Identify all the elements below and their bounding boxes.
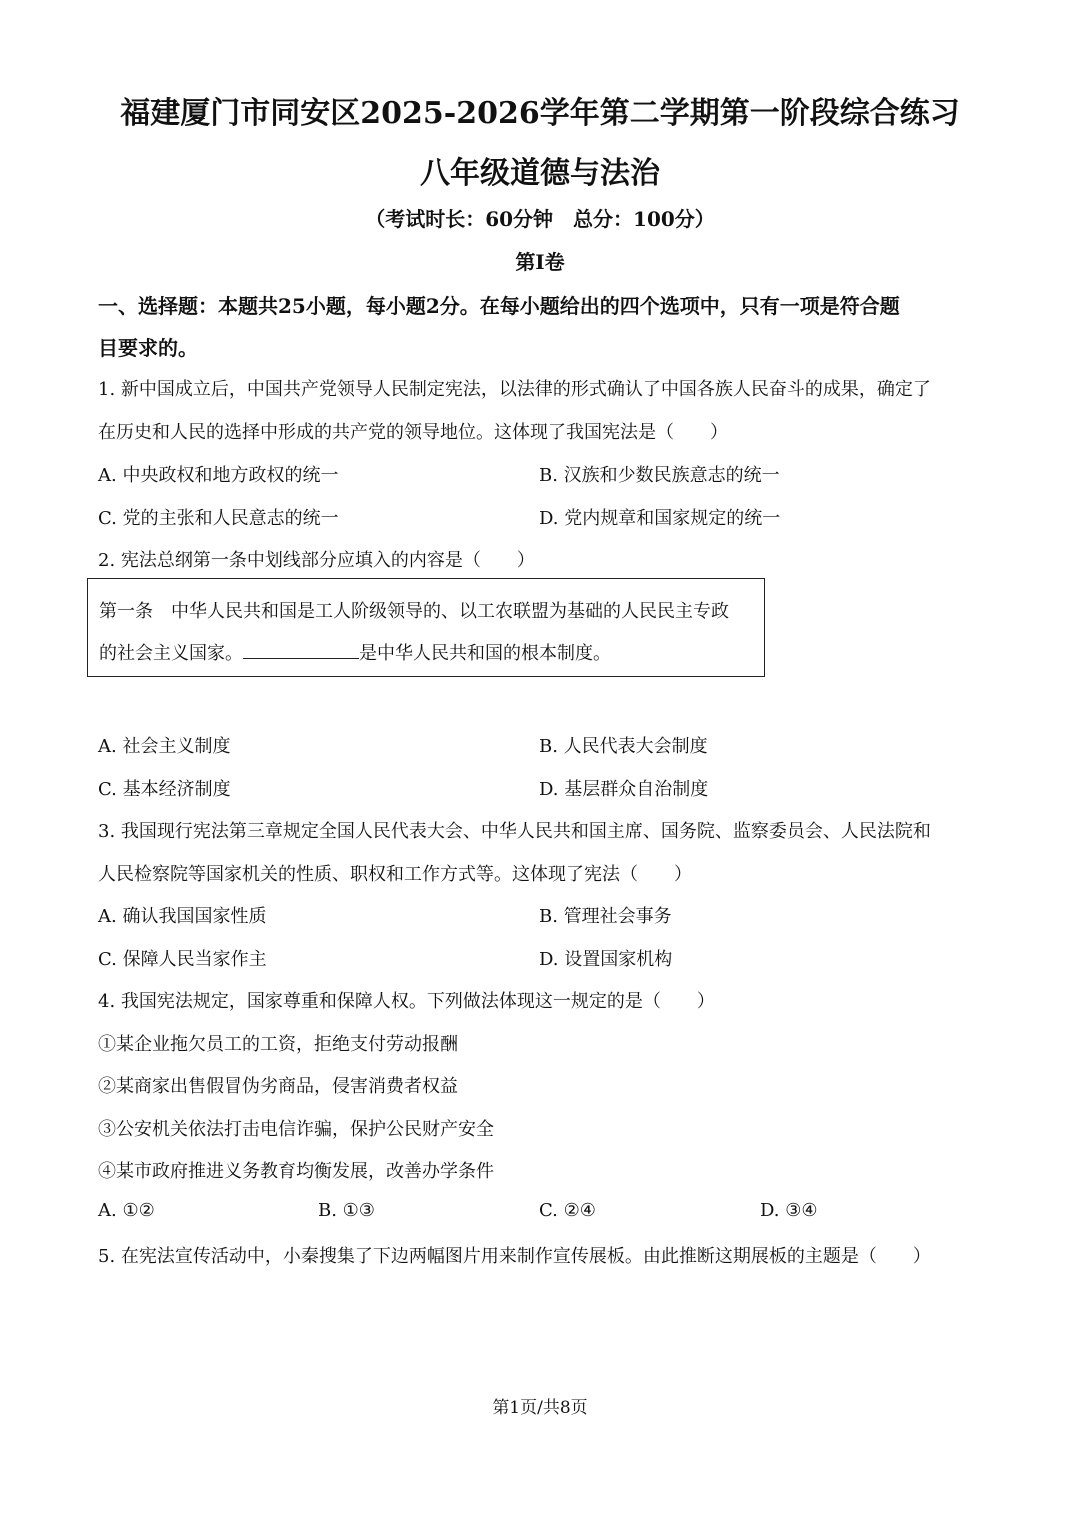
q1-option-c: C. 党的主张和人民意志的统一 <box>98 508 339 529</box>
q4-option-c: C. ②④ <box>539 1200 596 1221</box>
q4-item-2: ②某商家出售假冒伪劣商品，侵害消费者权益 <box>98 1076 458 1097</box>
constitution-excerpt-box <box>87 578 765 677</box>
section-heading-line1: 一、选择题：本题共25小题，每小题2分。在每小题给出的四个选项中，只有一项是符合题 <box>98 294 900 318</box>
exam-title: 福建厦门市同安区2025-2026学年第二学期第一阶段综合练习 <box>120 96 960 131</box>
fill-blank <box>243 642 359 659</box>
q4-option-b: B. ①③ <box>318 1200 375 1221</box>
q4-option-d: D. ③④ <box>760 1200 818 1221</box>
q4-item-1: ①某企业拖欠员工的工资，拒绝支付劳动报酬 <box>98 1034 458 1055</box>
q2-option-d: D. 基层群众自治制度 <box>539 779 709 800</box>
q4-option-a: A. ①② <box>98 1200 155 1221</box>
q3-option-d: D. 设置国家机构 <box>539 949 673 970</box>
q2-option-c: C. 基本经济制度 <box>98 779 231 800</box>
q4-item-4: ④某市政府推进义务教育均衡发展，改善办学条件 <box>98 1161 494 1182</box>
excerpt-line2-post: 是中华人民共和国的根本制度。 <box>359 643 611 664</box>
q2-option-b: B. 人民代表大会制度 <box>539 736 708 757</box>
q2-option-a: A. 社会主义制度 <box>98 736 231 757</box>
excerpt-line2-pre: 的社会主义国家。 <box>99 643 243 664</box>
q3-stem-line1: 3. 我国现行宪法第三章规定全国人民代表大会、中华人民共和国主席、国务院、监察委员会、人民法院和 <box>98 821 931 842</box>
excerpt-line2 <box>99 639 611 665</box>
section-heading <box>98 285 988 369</box>
q5-stem: 5. 在宪法宣传活动中，小秦搜集了下边两幅图片用来制作宣传展板。由此推断这期展板的主题是（ ） <box>98 1246 931 1267</box>
q4-item-3: ③公安机关依法打击电信诈骗，保护公民财产安全 <box>98 1119 494 1140</box>
q3-option-a: A. 确认我国国家性质 <box>98 906 267 927</box>
q1-option-a: A. 中央政权和地方政权的统一 <box>98 465 339 486</box>
page-number: 第1页/共8页 <box>492 1398 588 1418</box>
section-heading-line2: 目要求的。 <box>98 336 198 360</box>
exam-info: （考试时长：60分钟 总分：100分） <box>365 207 715 231</box>
excerpt-line1: 第一条 中华人民共和国是工人阶级领导的、以工农联盟为基础的人民民主专政 <box>99 601 729 622</box>
subject-title: 八年级道德与法治 <box>420 156 660 191</box>
q3-option-c: C. 保障人民当家作主 <box>98 949 267 970</box>
q1-option-d: D. 党内规章和国家规定的统一 <box>539 508 781 529</box>
q4-stem: 4. 我国宪法规定，国家尊重和保障人权。下列做法体现这一规定的是（ ） <box>98 991 715 1012</box>
q1-stem-line1: 1. 新中国成立后，中国共产党领导人民制定宪法，以法律的形式确认了中国各族人民奋斗的成果，确定了 <box>98 379 931 400</box>
q1-stem-line2: 在历史和人民的选择中形成的共产党的领导地位。这体现了我国宪法是（ ） <box>98 422 728 443</box>
q3-stem-line2: 人民检察院等国家机关的性质、职权和工作方式等。这体现了宪法（ ） <box>98 864 692 885</box>
volume-label: 第Ⅰ卷 <box>515 250 565 274</box>
q1-option-b: B. 汉族和少数民族意志的统一 <box>539 465 780 486</box>
q2-stem: 2. 宪法总纲第一条中划线部分应填入的内容是（ ） <box>98 550 535 571</box>
q3-option-b: B. 管理社会事务 <box>539 906 672 927</box>
